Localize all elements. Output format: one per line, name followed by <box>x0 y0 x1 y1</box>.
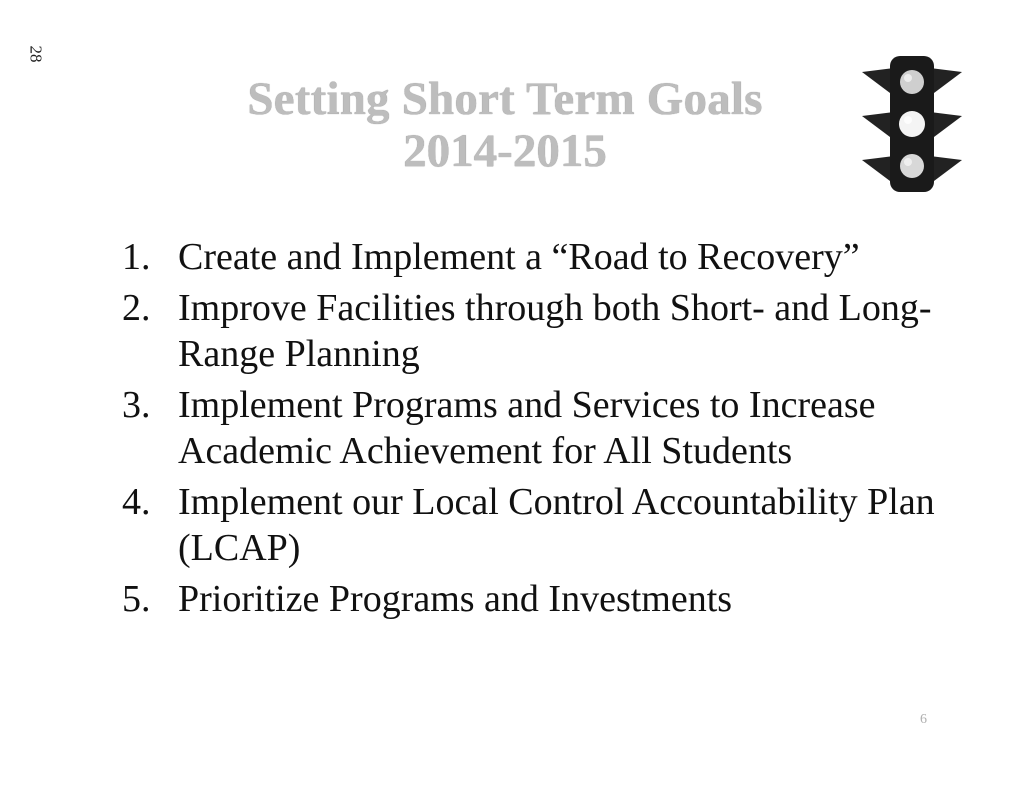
title-line-1: Setting Short Term Goals <box>247 73 763 125</box>
goal-item-4 <box>122 479 962 571</box>
goal-number: 2. <box>122 287 151 329</box>
goals-list <box>122 234 962 627</box>
goal-text: Implement our Local Control Accountability Plan (LCAP) <box>178 481 935 569</box>
slide-title <box>180 74 830 178</box>
goal-text: Prioritize Programs and Investments <box>178 578 733 620</box>
goal-number: 3. <box>122 384 151 426</box>
goal-item-5 <box>122 576 962 622</box>
goal-item-3 <box>122 382 962 474</box>
goal-number: 1. <box>122 236 151 278</box>
slide-number: 6 <box>920 712 927 727</box>
goal-text: Implement Programs and Services to Increase Academic Achievement for All Students <box>178 384 876 472</box>
goal-text: Create and Implement a “Road to Recovery” <box>178 236 860 278</box>
traffic-light-icon <box>862 54 962 194</box>
goal-text: Improve Facilities through both Short- and Long-Range Planning <box>178 287 932 375</box>
title-line-2: 2014-2015 <box>403 125 607 177</box>
goal-item-1 <box>122 234 962 280</box>
page-side-number: 28 <box>26 45 46 63</box>
goal-item-2 <box>122 285 962 377</box>
goal-number: 5. <box>122 578 151 620</box>
goal-number: 4. <box>122 481 151 523</box>
